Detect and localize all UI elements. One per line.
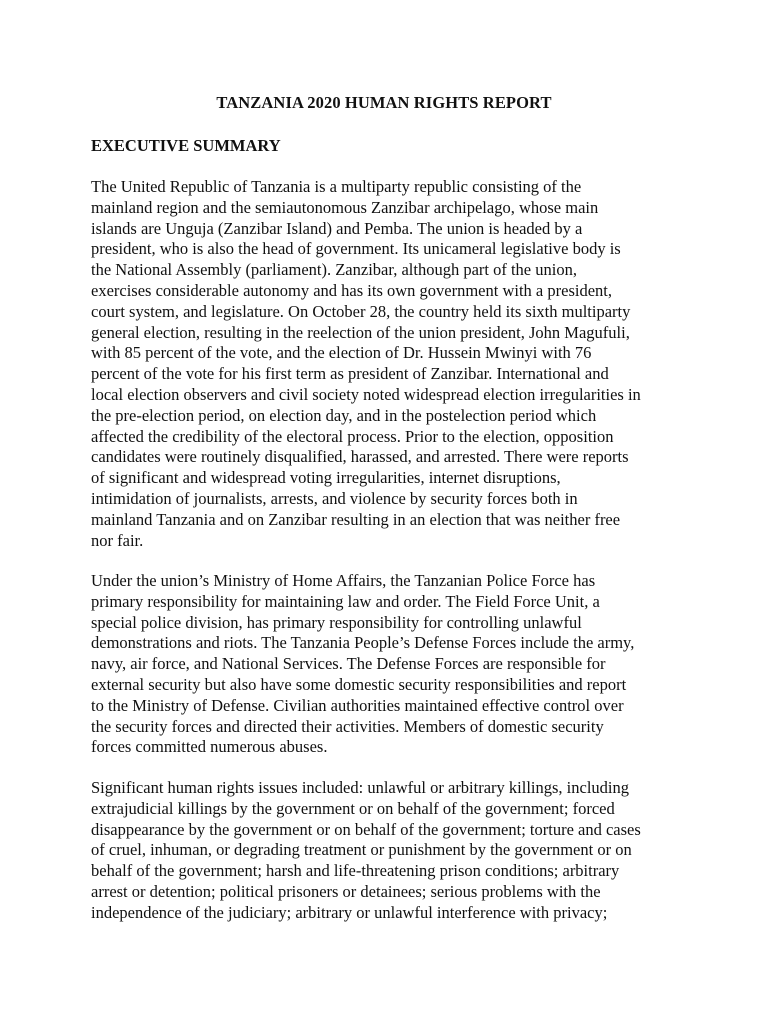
paragraph-line: behalf of the government; harsh and life-threatening prison conditions; arbitrary <box>91 861 620 881</box>
paragraph-line: intimidation of journalists, arrests, and violence by security forces both in <box>91 488 578 508</box>
paragraph-line: affected the credibility of the electoral process. Prior to the election, opposition <box>91 426 614 446</box>
paragraph-line: external security but also have some domestic security responsibilities and report <box>91 674 627 694</box>
paragraph-line: forces committed numerous abuses. <box>91 737 328 757</box>
paragraph-line: mainland region and the semiautonomous Zanzibar archipelago, whose main <box>91 197 599 217</box>
paragraph-line: to the Ministry of Defense. Civilian authorities maintained effective control over <box>91 695 624 715</box>
report-title: TANZANIA 2020 HUMAN RIGHTS REPORT <box>216 93 552 112</box>
paragraph-line: of significant and widespread voting irregularities, internet disruptions, <box>91 468 561 488</box>
paragraph-line: the National Assembly (parliament). Zanzibar, although part of the union, <box>91 260 577 280</box>
paragraph-line: arrest or detention; political prisoners or detainees; serious problems with the <box>91 881 601 901</box>
paragraph-line: general election, resulting in the reelection of the union president, John Magufuli, <box>91 322 630 342</box>
paragraph-line: The United Republic of Tanzania is a multiparty republic consisting of the <box>91 177 582 196</box>
paragraph-line: disappearance by the government or on behalf of the government; torture and cases <box>91 819 641 839</box>
paragraph-line: court system, and legislature. On October 28, the country held its sixth multiparty <box>91 301 631 321</box>
paragraph-line: local election observers and civil society noted widespread election irregularities in <box>91 384 641 404</box>
paragraph-line: the pre-election period, on election day, and in the postelection period which <box>91 405 597 425</box>
paragraph-line: Significant human rights issues included: unlawful or arbitrary killings, including <box>91 778 629 797</box>
paragraph-line: nor fair. <box>91 530 144 550</box>
section-heading: EXECUTIVE SUMMARY <box>91 136 281 155</box>
paragraph-human-rights-issues <box>91 778 691 924</box>
paragraph-security-forces <box>91 571 691 758</box>
paragraph-line: with 85 percent of the vote, and the election of Dr. Hussein Mwinyi with 76 <box>91 343 592 363</box>
paragraph-line: navy, air force, and National Services. The Defense Forces are responsible for <box>91 654 606 674</box>
paragraph-line: demonstrations and riots. The Tanzania People’s Defense Forces include the army, <box>91 633 635 653</box>
paragraph-line: percent of the vote for his first term as president of Zanzibar. International and <box>91 364 609 384</box>
paragraph-line: of cruel, inhuman, or degrading treatment or punishment by the government or on <box>91 840 632 860</box>
paragraph-line: independence of the judiciary; arbitrary or unlawful interference with privacy; <box>91 902 608 922</box>
paragraph-line: the security forces and directed their activities. Members of domestic security <box>91 716 604 736</box>
paragraph-line: president, who is also the head of government. Its unicameral legislative body is <box>91 239 621 259</box>
paragraph-government-overview <box>91 177 691 551</box>
paragraph-line: mainland Tanzania and on Zanzibar resulting in an election that was neither free <box>91 509 621 529</box>
paragraph-line: candidates were routinely disqualified, harassed, and arrested. There were reports <box>91 447 629 467</box>
paragraph-line: special police division, has primary responsibility for controlling unlawful <box>91 612 582 632</box>
paragraph-line: extrajudicial killings by the government or on behalf of the government; forced <box>91 798 615 818</box>
paragraph-line: islands are Unguja (Zanzibar Island) and Pemba. The union is headed by a <box>91 218 583 238</box>
paragraph-line: primary responsibility for maintaining law and order. The Field Force Unit, a <box>91 591 600 611</box>
paragraph-line: Under the union’s Ministry of Home Affairs, the Tanzanian Police Force has <box>91 571 596 590</box>
paragraph-line: exercises considerable autonomy and has its own government with a president, <box>91 280 612 300</box>
